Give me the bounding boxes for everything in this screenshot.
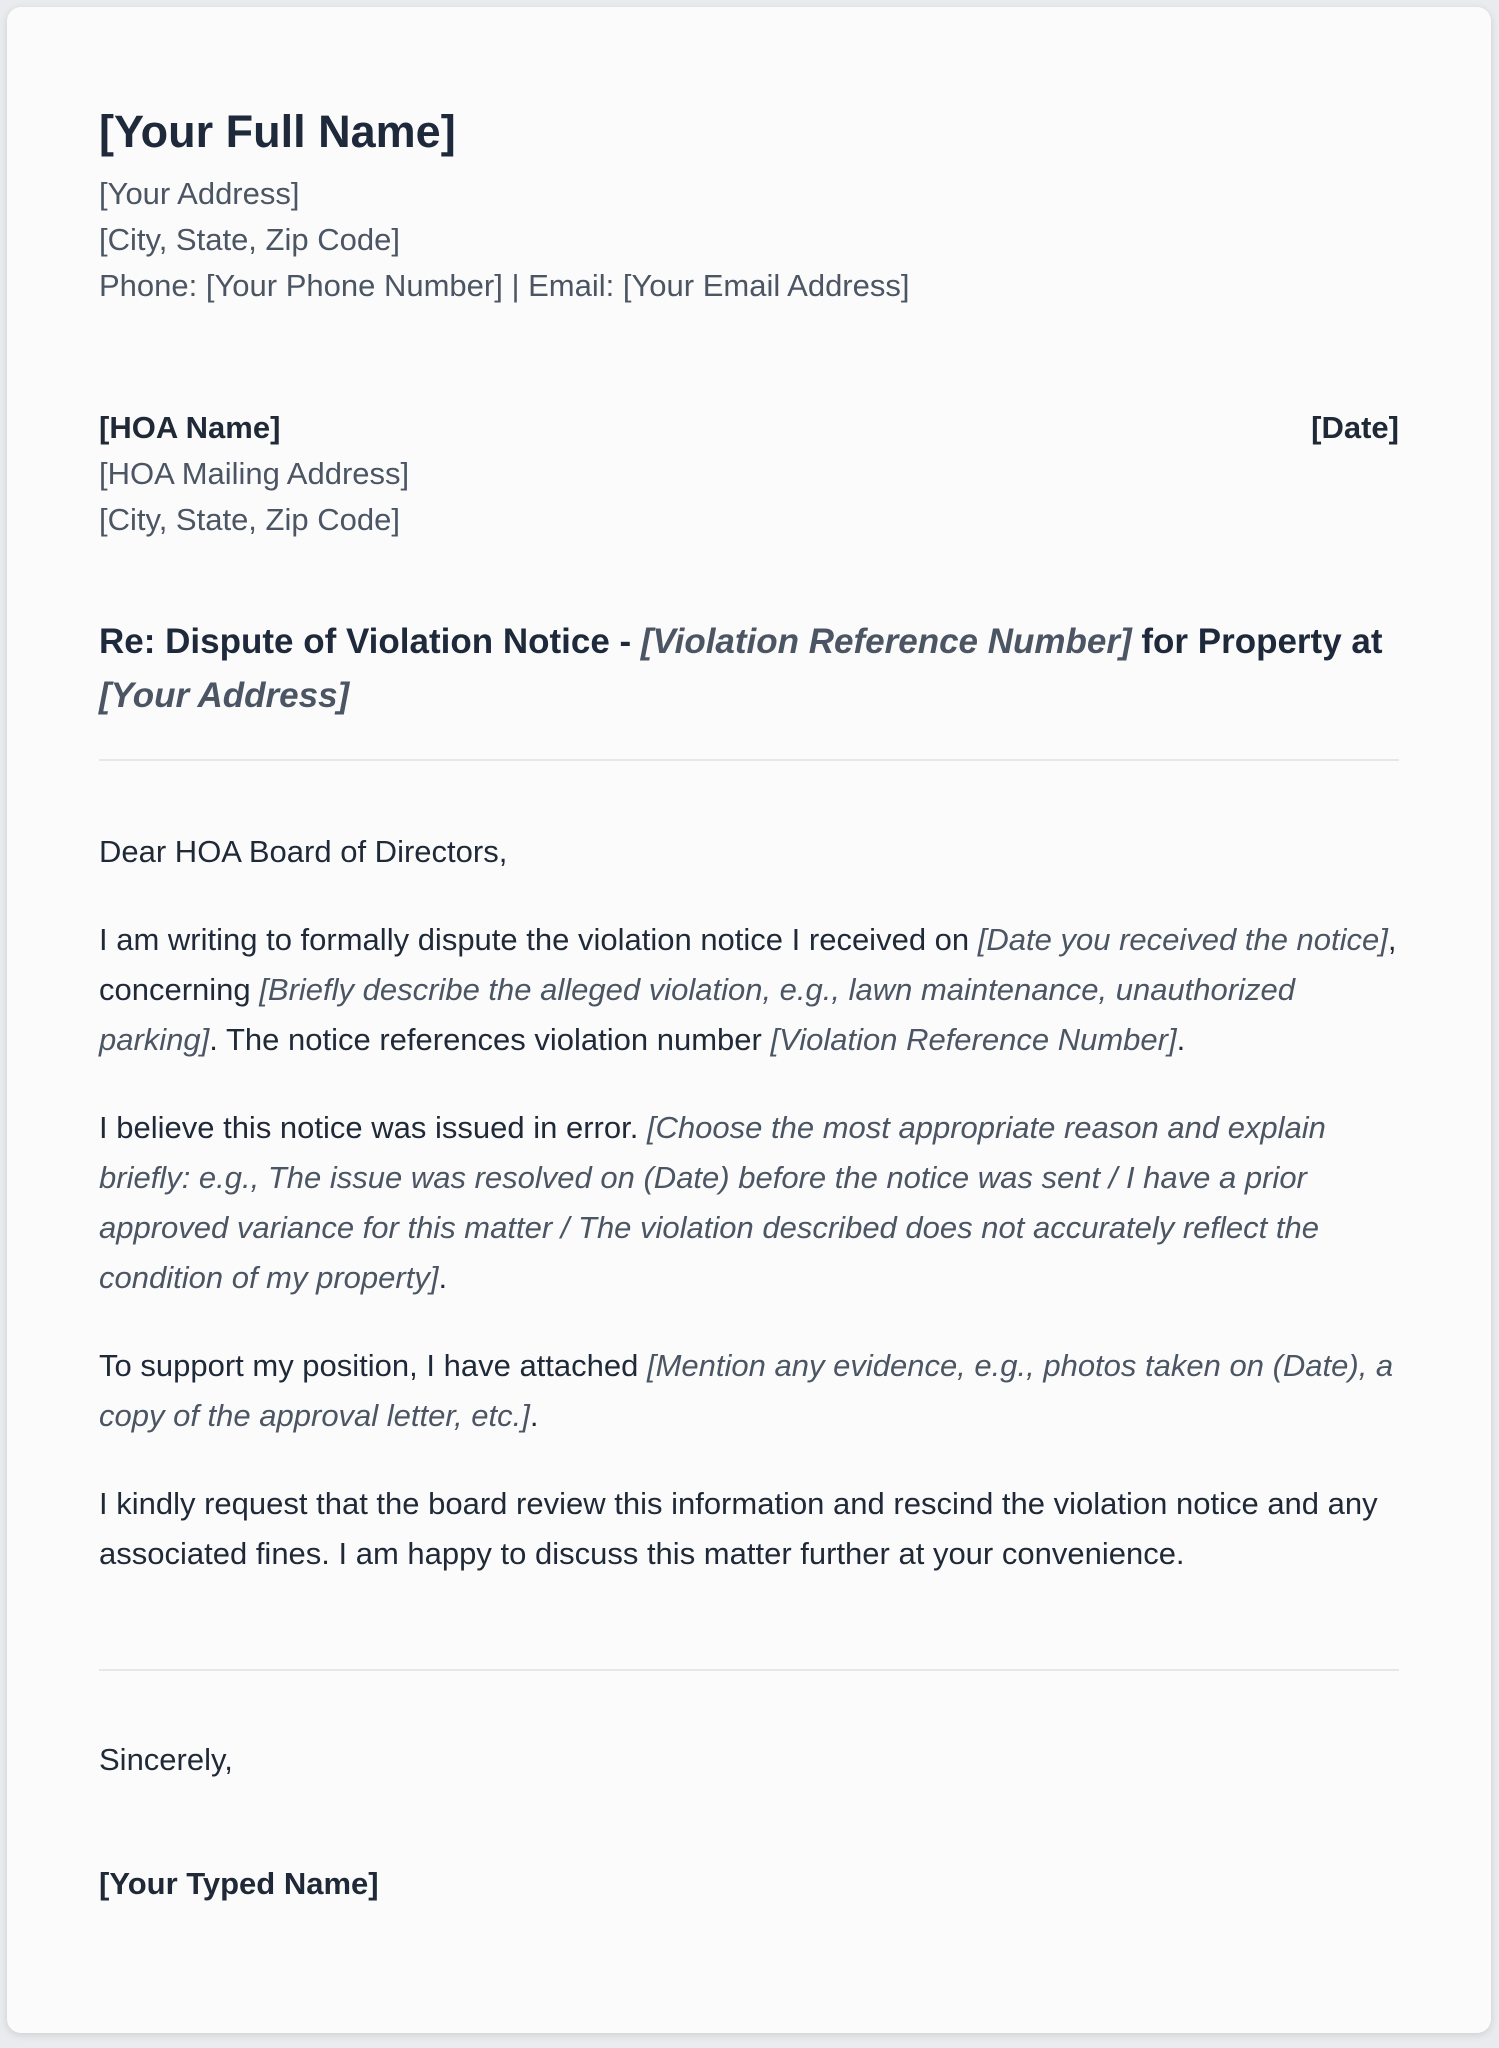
p1-text-4: . [1176, 1021, 1186, 1057]
p1-placeholder-ref: [Violation Reference Number] [770, 1021, 1177, 1057]
p3-placeholder-evidence: [Mention any evidence, e.g., photos taken on (Date), a copy of the approval letter, etc.] [99, 1347, 1394, 1433]
subject-line [99, 615, 1399, 723]
p1-text-1: I am writing to formally dispute the violation notice I received on [99, 921, 978, 957]
p2-placeholder-reason: [Choose the most appropriate reason and explain briefly: e.g., The issue was resolved on (Date) before the notice was sent / I have a prior approved variance for this matter / The violation described does not accurately reflect the condition of my property] [99, 1109, 1326, 1295]
body-paragraph-3 [99, 1341, 1399, 1441]
recipient-city-state-zip: [City, State, Zip Code] [99, 501, 400, 537]
p3-text-1: To support my position, I have attached [99, 1347, 647, 1383]
p2-text-1: I believe this notice was issued in error. [99, 1109, 647, 1145]
subject-address: [Your Address] [99, 675, 350, 715]
body-paragraph-2 [99, 1103, 1399, 1303]
sender-name: [Your Full Name] [99, 106, 456, 157]
recipient-name: [HOA Name] [99, 409, 281, 445]
sender-contact: Phone: [Your Phone Number] | Email: [Your Email Address] [99, 267, 910, 303]
closing: Sincerely, [99, 1741, 233, 1777]
p3-text-2: . [529, 1397, 539, 1433]
recipient-block [99, 405, 1399, 543]
recipient-address: [HOA Mailing Address] [99, 455, 410, 491]
body-paragraph-1 [99, 915, 1399, 1065]
sender-city-state-zip: [City, State, Zip Code] [99, 221, 400, 257]
subject-violation-ref: [Violation Reference Number] [640, 621, 1132, 661]
salutation: Dear HOA Board of Directors, [99, 833, 508, 869]
p1-text-3: . The notice references violation number [209, 1021, 771, 1057]
closing-divider [99, 1669, 1399, 1671]
p1-text-2: , concerning [99, 921, 1397, 1007]
header-divider [99, 759, 1399, 761]
typed-name: [Your Typed Name] [99, 1865, 379, 1901]
subject-middle: for Property at [1131, 621, 1383, 661]
sender-address: [Your Address] [99, 175, 300, 211]
body-paragraph-4: I kindly request that the board review this information and rescind the violation notice and any associated fines. I am happy to discuss this matter further at your convenience. [99, 1485, 1378, 1571]
p1-placeholder-description: [Briefly describe the alleged violation, e.g., lawn maintenance, unauthorized parking] [99, 971, 1295, 1057]
subject-prefix: Re: Dispute of Violation Notice - [99, 621, 641, 661]
p1-placeholder-date: [Date you received the notice] [977, 921, 1388, 957]
p2-text-2: . [438, 1259, 448, 1295]
sender-block [99, 107, 1399, 309]
letter-card [7, 7, 1491, 2033]
letter-date: [Date] [1311, 409, 1399, 445]
